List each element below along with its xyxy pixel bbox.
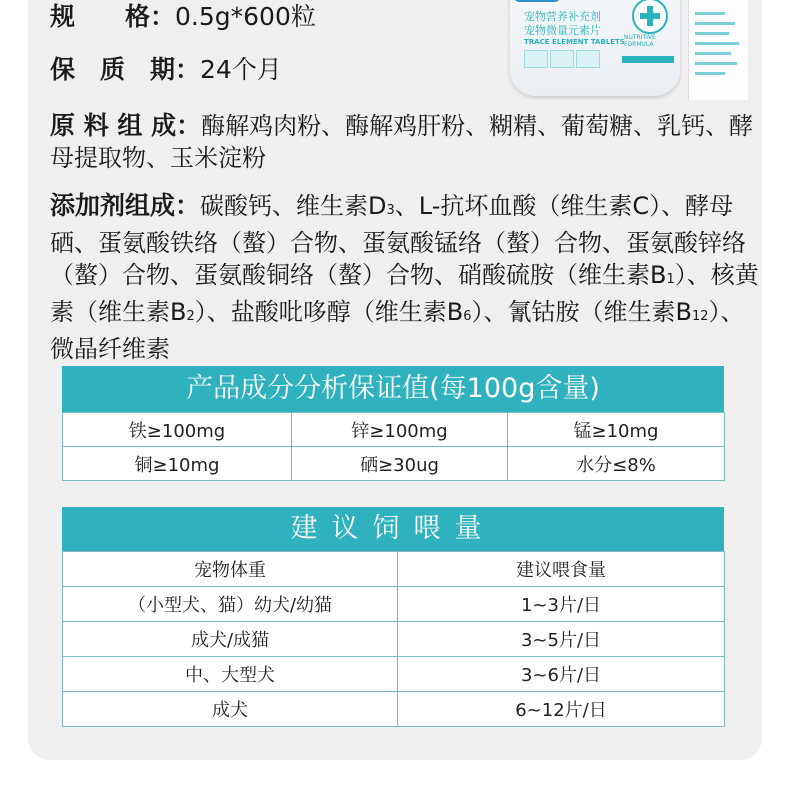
jar-line3: TRACE ELEMENT TABLETS (524, 38, 625, 46)
product-image (498, 0, 748, 100)
subscript: 3 (386, 203, 395, 218)
additives-paragraph (50, 190, 762, 365)
table-row (63, 447, 725, 481)
table-row (63, 413, 725, 447)
table-cell: 3~5片/日 (398, 622, 725, 657)
table-cell: 3~6片/日 (398, 657, 725, 692)
box-text-line (695, 62, 737, 65)
feeding-grid (62, 551, 725, 727)
jar-line2: 宠物微量元素片 (524, 24, 601, 37)
table-row (63, 657, 725, 692)
jar-badge (524, 50, 548, 68)
brand-logo (514, 0, 560, 2)
table-cell: 锌≥100mg (292, 413, 508, 447)
product-box (688, 0, 748, 100)
subscript: 1 (666, 272, 675, 287)
table-cell: 成犬 (63, 692, 398, 727)
table-cell: 铜≥10mg (63, 447, 292, 481)
jar-line4: NUTRITIVE FORMULA (624, 34, 656, 48)
additives-text: ）、盐酸吡哆醇（维生素B (194, 298, 464, 326)
additives-text: 、L-抗坏血酸（维生素C）、酵母硒、蛋氨酸铁络（螯）合物、蛋氨酸锰络（螯）合物、蛋氨酸锌络（螯）合物、蛋氨酸铜络（螯）合物、硝酸硫胺（维生素B (50, 192, 746, 289)
analysis-grid (62, 412, 725, 481)
additives-text: ）、微晶纤维素 (50, 298, 745, 363)
spec-label: 规 格： (50, 2, 176, 31)
jar-net-weight-bar (622, 56, 674, 63)
table-cell: （小型犬、猫）幼犬/幼猫 (63, 587, 398, 622)
medical-cross-icon (632, 0, 668, 34)
table-header-row (63, 552, 725, 587)
additives-text: ）、氰钴胺（维生素B (471, 298, 692, 326)
ingredients-label: 原 料 组 成： (50, 111, 202, 140)
table-row (63, 587, 725, 622)
table-cell: 1~3片/日 (398, 587, 725, 622)
jar-badge (550, 50, 574, 68)
shelf-life-label: 保 质 期： (50, 55, 201, 84)
jar-badge (576, 50, 600, 68)
box-text-line (695, 32, 729, 35)
table-row (63, 692, 725, 727)
additives-text: 碳酸钙、维生素D (200, 192, 387, 220)
additives-text: ）、核黄素（维生素B (50, 261, 759, 326)
table-header-cell: 建议喂食量 (398, 552, 725, 587)
box-text-line (695, 22, 735, 25)
box-text-line (695, 72, 725, 75)
shelf-life-row (50, 53, 282, 87)
table-cell: 中、大型犬 (63, 657, 398, 692)
product-jar (510, 0, 680, 96)
additives-label: 添加剂组成： (50, 191, 201, 220)
analysis-table-title: 产品成分分析保证值(每100g含量) (62, 366, 724, 412)
table-row (63, 622, 725, 657)
analysis-table (62, 366, 724, 481)
table-cell: 硒≥30ug (292, 447, 508, 481)
spec-row (50, 0, 316, 34)
table-cell: 6~12片/日 (398, 692, 725, 727)
subscript: 6 (463, 309, 472, 324)
ingredients-text: 酶解鸡肉粉、酶解鸡肝粉、糊精、葡萄糖、乳钙、酵母提取物、玉米淀粉 (50, 112, 754, 172)
table-cell: 铁≥100mg (63, 413, 292, 447)
shelf-life-value: 24个月 (200, 55, 282, 84)
feeding-table-title: 建议饲喂量 (62, 507, 724, 551)
box-text-line (695, 52, 731, 55)
spec-value: 0.5g*600粒 (175, 2, 316, 31)
ingredients-paragraph (50, 110, 762, 174)
box-text-line (695, 42, 739, 45)
subscript: 12 (691, 309, 709, 324)
subscript: 2 (186, 309, 195, 324)
table-cell: 锰≥10mg (508, 413, 725, 447)
table-header-cell: 宠物体重 (63, 552, 398, 587)
box-text-line (695, 12, 725, 15)
feeding-table (62, 507, 724, 727)
jar-line1: 宠物营养补充剂 (524, 10, 601, 23)
table-cell: 水分≤8% (508, 447, 725, 481)
table-cell: 成犬/成猫 (63, 622, 398, 657)
